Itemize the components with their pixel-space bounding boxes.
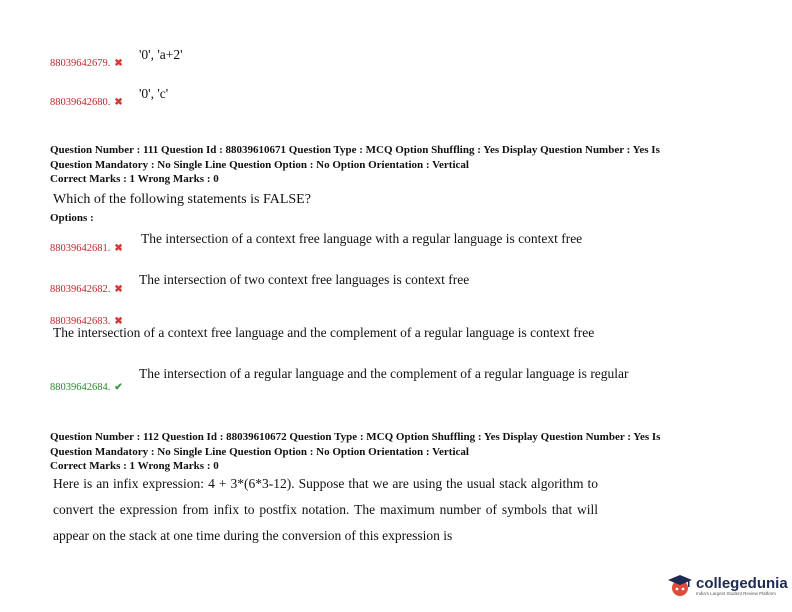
wrong-mark-icon: ✖	[114, 243, 123, 254]
wrong-mark-icon: ✖	[114, 58, 123, 69]
collegedunia-logo	[666, 571, 788, 599]
question-header: Question Number : 111 Question Id : 88039610671 Question Type : MCQ Option Shuffling : Yes Display Question Number : Yes Is Question Mandatory : No Single Line Question Option : No Option Orientation : Vertical Correct Marks : 1 Wrong Marks : 0	[50, 144, 660, 185]
wrong-mark-icon: ✖	[114, 97, 123, 108]
correct-mark-icon: ✔	[114, 382, 123, 393]
option-text: The intersection of two context free languages is context free	[139, 272, 470, 287]
logo-tagline: India's Largest Student Review Platform	[696, 590, 776, 596]
option-row	[50, 238, 123, 256]
option-row	[50, 53, 123, 71]
option-row	[50, 377, 123, 395]
option-id: 88039642682.	[50, 284, 111, 295]
question-text: Here is an infix expression: 4 + 3*(6*3-12). Suppose that we are using the usual stack algorithm to convert the expression from infix to postfix notation. The maximum number of symbols that will appear on the stack at one time during the conversion of this expression is	[53, 476, 598, 543]
option-text: '0', 'c'	[139, 86, 169, 101]
wrong-mark-icon: ✖	[114, 284, 123, 295]
option-text: The intersection of a context free language with a regular language is context free	[141, 231, 583, 246]
question-marks: Correct Marks : 1 Wrong Marks : 0	[50, 173, 219, 185]
option-row	[50, 92, 123, 110]
question-text: Which of the following statements is FALSE?	[53, 192, 311, 207]
option-id: 88039642679.	[50, 58, 111, 69]
option-text: The intersection of a regular language and the complement of a regular language is regular	[139, 366, 629, 381]
question-header: Question Number : 112 Question Id : 88039610672 Question Type : MCQ Option Shuffling : Yes Display Question Number : Yes Is Question Mandatory : No Single Line Question Option : No Option Orientation : Vertical Correct Marks : 1 Wrong Marks : 0	[50, 431, 661, 472]
graduation-cap-icon	[666, 571, 694, 599]
wrong-mark-icon: ✖	[114, 316, 123, 327]
logo-name: collegedunia	[696, 574, 788, 592]
option-row	[50, 279, 123, 297]
option-id: 88039642683.	[50, 316, 111, 327]
option-id: 88039642680.	[50, 97, 111, 108]
option-id: 88039642681.	[50, 243, 111, 254]
option-text: '0', 'a+2'	[139, 47, 183, 62]
option-text: The intersection of a context free language and the complement of a regular language is context free	[53, 325, 595, 340]
question-marks: Correct Marks : 1 Wrong Marks : 0	[50, 460, 219, 472]
options-label: Options :	[50, 212, 94, 224]
option-id: 88039642684.	[50, 382, 111, 393]
